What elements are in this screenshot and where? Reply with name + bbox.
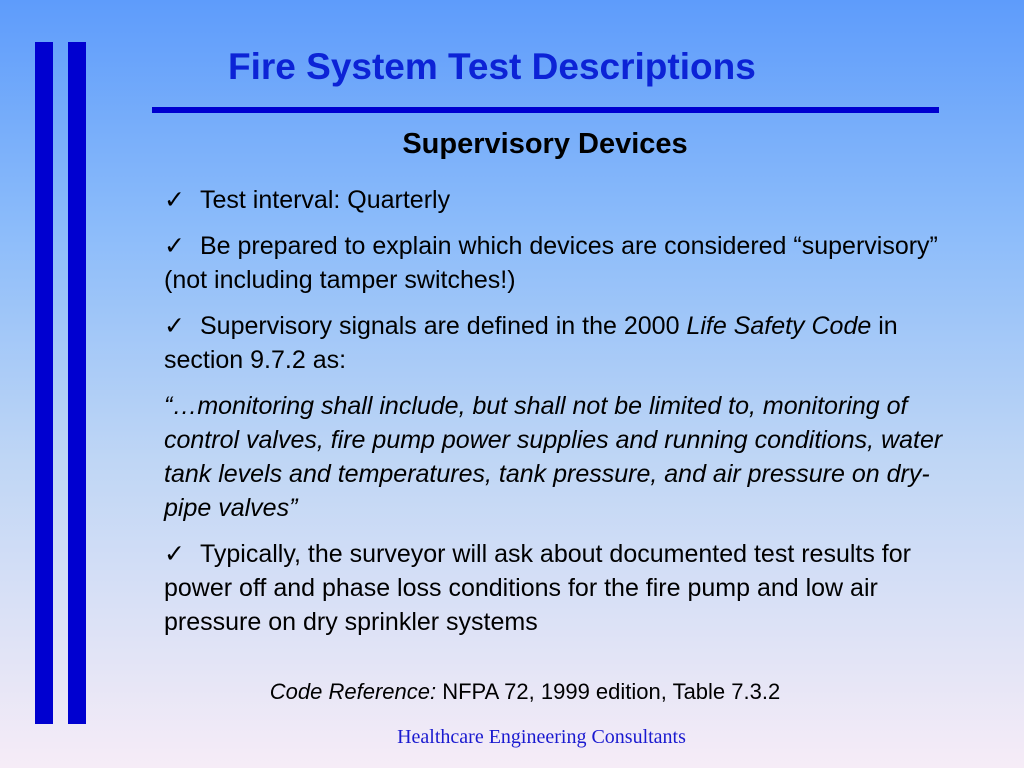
- bullet-text: Typically, the surveyor will ask about documented test results for power off and phase loss conditions for the fire pump and low air pressure on dry sprinkler systems: [164, 540, 911, 636]
- bullet-text-after: in section 9.7.2 as:: [164, 312, 898, 374]
- bullet-text: Test interval: Quarterly: [200, 186, 451, 214]
- checkmark-icon: ✓: [164, 186, 185, 214]
- bullet-text: Be prepared to explain which devices are considered “supervisory” (not including tamper switches!): [164, 232, 938, 294]
- code-reference-value: NFPA 72, 1999 edition, Table 7.3.2: [436, 679, 781, 704]
- bullet-be-prepared: [164, 229, 944, 297]
- slide-title: Fire System Test Descriptions: [228, 46, 756, 87]
- code-reference: [0, 679, 1024, 705]
- bullet-text-before: Supervisory signals are defined in the 2000: [200, 312, 687, 340]
- checkmark-icon: ✓: [164, 312, 185, 340]
- bullet-test-interval: [164, 183, 944, 217]
- footer-text: Healthcare Engineering Consultants: [397, 726, 686, 748]
- slide-body: [164, 183, 944, 651]
- bullet-supervisory-signals: [164, 309, 944, 377]
- title-underline: [152, 107, 939, 113]
- slide-subtitle: Supervisory Devices: [402, 128, 688, 160]
- checkmark-icon: ✓: [164, 232, 185, 260]
- code-quote: “…monitoring shall include, but shall not be limited to, monitoring of control valves, fire pump power supplies and running conditions, water tank levels and temperatures, tank pressure, and air pressure on dry-pipe valves”: [164, 392, 943, 522]
- code-reference-label: Code Reference:: [269, 679, 437, 704]
- checkmark-icon: ✓: [164, 540, 185, 568]
- bullet-text-italic: Life Safety Code: [686, 312, 872, 340]
- bullet-typically: [164, 537, 944, 639]
